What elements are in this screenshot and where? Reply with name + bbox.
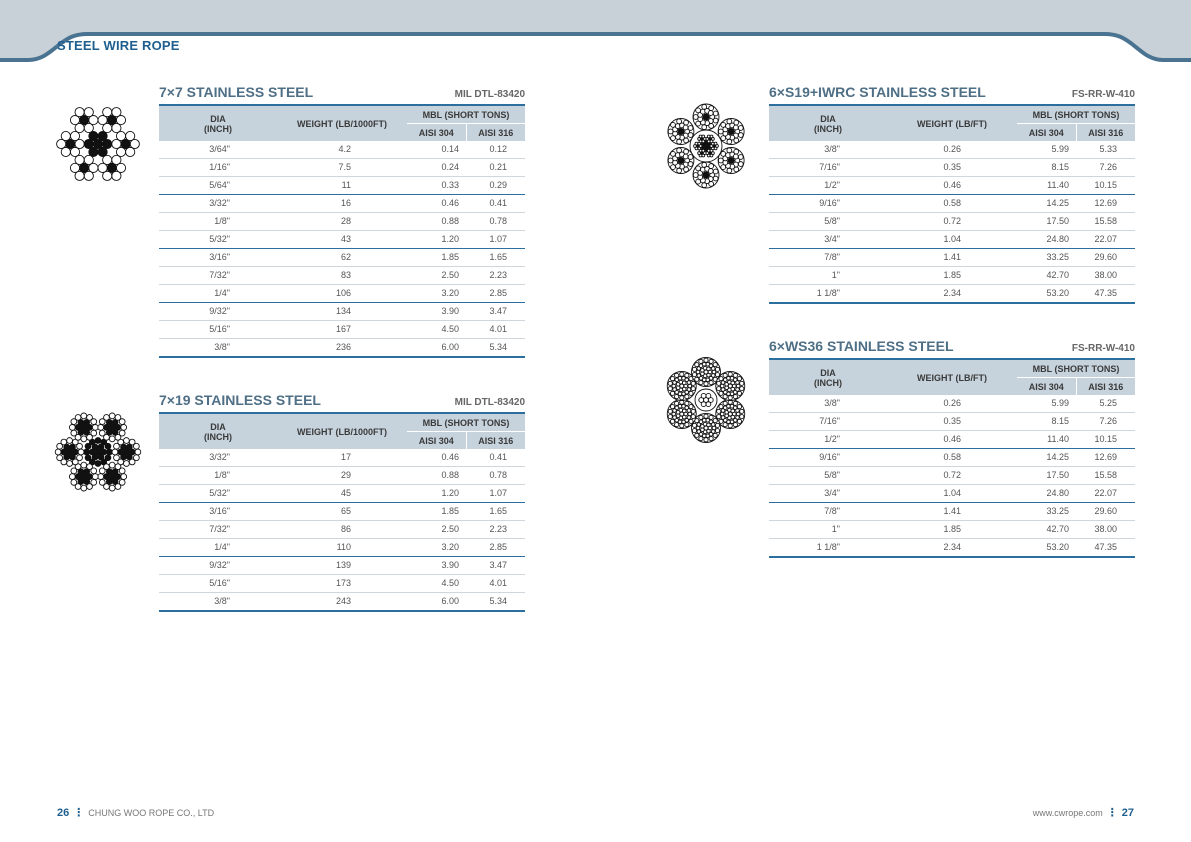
cell-weight: 110 — [277, 539, 407, 557]
cell-aisi304: 3.20 — [407, 539, 466, 557]
table-row — [159, 321, 525, 339]
cell-aisi316: 2.23 — [466, 267, 525, 285]
cell-aisi304: 42.70 — [1017, 521, 1076, 539]
cell-dia: 1/4" — [159, 539, 277, 557]
col-aisi316-header: AISI 316 — [466, 432, 525, 450]
cell-aisi304: 1.85 — [407, 249, 466, 267]
cell-aisi304: 0.24 — [407, 159, 466, 177]
cell-dia: 1 1/8" — [769, 539, 887, 558]
cell-aisi316: 0.12 — [466, 141, 525, 159]
cell-aisi316: 5.34 — [466, 593, 525, 612]
cell-aisi316: 10.15 — [1076, 177, 1135, 195]
cell-weight: 0.26 — [887, 141, 1017, 159]
cell-aisi304: 2.50 — [407, 267, 466, 285]
cell-dia: 9/32" — [159, 303, 277, 321]
col-weight-header: WEIGHT (LB/1000FT) — [277, 105, 407, 141]
cell-dia: 3/4" — [769, 485, 887, 503]
cell-aisi316: 5.34 — [466, 339, 525, 358]
cell-aisi304: 6.00 — [407, 593, 466, 612]
table-row — [769, 395, 1135, 413]
col-weight-header: WEIGHT (LB/1000FT) — [277, 413, 407, 449]
table-row — [769, 503, 1135, 521]
cell-aisi316: 0.41 — [466, 449, 525, 467]
table-row — [769, 539, 1135, 558]
cell-aisi304: 1.20 — [407, 485, 466, 503]
table-row — [769, 159, 1135, 177]
cell-aisi316: 7.26 — [1076, 413, 1135, 431]
cell-dia: 1/16" — [159, 159, 277, 177]
table-row — [159, 557, 525, 575]
cell-dia: 3/4" — [769, 231, 887, 249]
cell-aisi304: 0.33 — [407, 177, 466, 195]
cell-aisi304: 17.50 — [1017, 467, 1076, 485]
table-row — [159, 339, 525, 358]
table-row — [159, 503, 525, 521]
cell-dia: 9/16" — [769, 195, 887, 213]
cell-dia: 3/16" — [159, 249, 277, 267]
cell-aisi304: 4.50 — [407, 575, 466, 593]
cell-aisi304: 11.40 — [1017, 177, 1076, 195]
section-6xws36 — [769, 338, 1135, 558]
cell-weight: 62 — [277, 249, 407, 267]
cell-weight: 86 — [277, 521, 407, 539]
cell-aisi304: 5.99 — [1017, 395, 1076, 413]
cell-weight: 0.46 — [887, 431, 1017, 449]
cell-weight: 29 — [277, 467, 407, 485]
cell-dia: 1/2" — [769, 431, 887, 449]
section-spec: FS-RR-W-410 — [1071, 89, 1135, 100]
table-row — [159, 575, 525, 593]
col-dia-header: DIA (INCH) — [769, 359, 887, 395]
cell-dia: 3/32" — [159, 195, 277, 213]
table-row — [769, 231, 1135, 249]
cell-aisi316: 22.07 — [1076, 485, 1135, 503]
footer-separator: ⋮ — [73, 807, 85, 819]
cell-aisi304: 3.20 — [407, 285, 466, 303]
cell-weight: 65 — [277, 503, 407, 521]
spec-table — [769, 104, 1135, 304]
table-row — [769, 449, 1135, 467]
cell-aisi304: 0.88 — [407, 213, 466, 231]
cell-dia: 1/8" — [159, 467, 277, 485]
section-7x7 — [159, 84, 525, 358]
cell-aisi316: 0.78 — [466, 213, 525, 231]
header-banner — [0, 0, 1191, 70]
cell-weight: 2.34 — [887, 539, 1017, 558]
cell-aisi316: 1.07 — [466, 231, 525, 249]
cell-dia: 1/8" — [159, 213, 277, 231]
cell-weight: 167 — [277, 321, 407, 339]
cell-aisi304: 33.25 — [1017, 503, 1076, 521]
cell-aisi304: 11.40 — [1017, 431, 1076, 449]
col-dia-header: DIA (INCH) — [159, 413, 277, 449]
cell-aisi304: 17.50 — [1017, 213, 1076, 231]
cell-weight: 0.26 — [887, 395, 1017, 413]
cell-weight: 1.04 — [887, 485, 1017, 503]
col-aisi304-header: AISI 304 — [1017, 378, 1076, 396]
cell-aisi304: 3.90 — [407, 557, 466, 575]
page-number-right: 27 — [1121, 807, 1134, 819]
cell-aisi316: 10.15 — [1076, 431, 1135, 449]
company-name: CHUNG WOO ROPE CO., LTD — [88, 808, 215, 818]
rope-7x19-cross-section-icon — [54, 408, 142, 496]
cell-dia: 9/16" — [769, 449, 887, 467]
cell-aisi316: 29.60 — [1076, 503, 1135, 521]
cell-dia: 3/8" — [769, 141, 887, 159]
cell-aisi304: 5.99 — [1017, 141, 1076, 159]
cell-weight: 17 — [277, 449, 407, 467]
cell-aisi316: 4.01 — [466, 321, 525, 339]
cell-weight: 1.85 — [887, 521, 1017, 539]
section-spec: FS-RR-W-410 — [1071, 343, 1135, 354]
table-row — [159, 449, 525, 467]
cell-weight: 16 — [277, 195, 407, 213]
cell-weight: 83 — [277, 267, 407, 285]
cell-aisi304: 8.15 — [1017, 413, 1076, 431]
table-row — [159, 195, 525, 213]
table-row — [159, 285, 525, 303]
footer-left — [57, 806, 214, 819]
cell-aisi304: 1.20 — [407, 231, 466, 249]
table-row — [769, 141, 1135, 159]
col-aisi316-header: AISI 316 — [466, 124, 525, 142]
cell-weight: 139 — [277, 557, 407, 575]
page-title: STEEL WIRE ROPE — [57, 38, 180, 53]
cell-dia: 1/2" — [769, 177, 887, 195]
cell-dia: 1 1/8" — [769, 285, 887, 304]
cell-aisi304: 14.25 — [1017, 195, 1076, 213]
cell-aisi316: 0.21 — [466, 159, 525, 177]
cell-weight: 28 — [277, 213, 407, 231]
cell-aisi316: 3.47 — [466, 303, 525, 321]
cell-aisi304: 42.70 — [1017, 267, 1076, 285]
cell-weight: 0.58 — [887, 195, 1017, 213]
section-title: 6×S19+IWRC STAINLESS STEEL — [769, 84, 986, 100]
section-title: 6×WS36 STAINLESS STEEL — [769, 338, 954, 354]
cell-aisi304: 53.20 — [1017, 285, 1076, 304]
col-dia-header: DIA (INCH) — [769, 105, 887, 141]
rope-6xws36-cross-section-icon — [662, 356, 750, 444]
cell-dia: 5/16" — [159, 575, 277, 593]
cell-aisi304: 0.88 — [407, 467, 466, 485]
cell-dia: 3/8" — [159, 593, 277, 612]
cell-aisi316: 3.47 — [466, 557, 525, 575]
table-row — [159, 539, 525, 557]
col-mbl-header: MBL (SHORT TONS) — [407, 413, 525, 432]
cell-dia: 1" — [769, 521, 887, 539]
cell-dia: 5/8" — [769, 213, 887, 231]
cell-weight: 43 — [277, 231, 407, 249]
cell-aisi316: 2.85 — [466, 539, 525, 557]
cell-dia: 5/64" — [159, 177, 277, 195]
page-number-left: 26 — [57, 807, 70, 819]
cell-aisi304: 6.00 — [407, 339, 466, 358]
col-weight-header: WEIGHT (LB/FT) — [887, 105, 1017, 141]
cell-weight: 0.35 — [887, 413, 1017, 431]
table-row — [159, 467, 525, 485]
cell-weight: 0.72 — [887, 213, 1017, 231]
section-title: 7×7 STAINLESS STEEL — [159, 84, 314, 100]
spec-table — [769, 358, 1135, 558]
cell-weight: 0.72 — [887, 467, 1017, 485]
col-aisi316-header: AISI 316 — [1076, 378, 1135, 396]
spec-table — [159, 412, 525, 612]
cell-dia: 5/32" — [159, 485, 277, 503]
table-row — [159, 213, 525, 231]
cell-dia: 3/32" — [159, 449, 277, 467]
cell-dia: 1" — [769, 267, 887, 285]
cell-dia: 3/8" — [769, 395, 887, 413]
cell-aisi316: 1.07 — [466, 485, 525, 503]
cell-weight: 243 — [277, 593, 407, 612]
cell-aisi304: 24.80 — [1017, 485, 1076, 503]
cell-aisi316: 4.01 — [466, 575, 525, 593]
cell-weight: 134 — [277, 303, 407, 321]
cell-weight: 1.85 — [887, 267, 1017, 285]
table-row — [769, 249, 1135, 267]
table-row — [769, 431, 1135, 449]
cell-aisi304: 33.25 — [1017, 249, 1076, 267]
table-row — [769, 467, 1135, 485]
table-row — [769, 267, 1135, 285]
col-aisi316-header: AISI 316 — [1076, 124, 1135, 142]
rope-7x7-cross-section-icon — [54, 100, 142, 188]
cell-dia: 3/64" — [159, 141, 277, 159]
cell-aisi316: 38.00 — [1076, 521, 1135, 539]
cell-dia: 5/8" — [769, 467, 887, 485]
cell-weight: 1.04 — [887, 231, 1017, 249]
table-row — [159, 593, 525, 612]
cell-aisi316: 2.85 — [466, 285, 525, 303]
cell-aisi316: 29.60 — [1076, 249, 1135, 267]
footer-separator: ⋮ — [1106, 807, 1118, 819]
cell-weight: 106 — [277, 285, 407, 303]
cell-weight: 45 — [277, 485, 407, 503]
cell-dia: 9/32" — [159, 557, 277, 575]
cell-dia: 5/16" — [159, 321, 277, 339]
cell-aisi304: 24.80 — [1017, 231, 1076, 249]
cell-weight: 0.58 — [887, 449, 1017, 467]
cell-dia: 3/8" — [159, 339, 277, 358]
cell-aisi316: 0.29 — [466, 177, 525, 195]
cell-aisi304: 53.20 — [1017, 539, 1076, 558]
section-title: 7×19 STAINLESS STEEL — [159, 392, 321, 408]
cell-dia: 5/32" — [159, 231, 277, 249]
cell-weight: 11 — [277, 177, 407, 195]
cell-dia: 7/32" — [159, 521, 277, 539]
cell-dia: 7/16" — [769, 159, 887, 177]
cell-aisi304: 3.90 — [407, 303, 466, 321]
cell-aisi316: 7.26 — [1076, 159, 1135, 177]
cell-dia: 1/4" — [159, 285, 277, 303]
table-row — [769, 485, 1135, 503]
section-6xs19-iwrc — [769, 84, 1135, 304]
table-row — [159, 249, 525, 267]
cell-aisi316: 47.35 — [1076, 539, 1135, 558]
cell-aisi316: 5.33 — [1076, 141, 1135, 159]
cell-aisi316: 12.69 — [1076, 449, 1135, 467]
section-7x19 — [159, 392, 525, 612]
cell-dia: 3/16" — [159, 503, 277, 521]
col-mbl-header: MBL (SHORT TONS) — [1017, 359, 1135, 378]
cell-aisi316: 5.25 — [1076, 395, 1135, 413]
cell-aisi304: 1.85 — [407, 503, 466, 521]
cell-aisi316: 0.41 — [466, 195, 525, 213]
cell-aisi316: 0.78 — [466, 467, 525, 485]
col-dia-header: DIA (INCH) — [159, 105, 277, 141]
table-row — [159, 303, 525, 321]
cell-aisi316: 22.07 — [1076, 231, 1135, 249]
cell-dia: 7/8" — [769, 249, 887, 267]
cell-aisi316: 15.58 — [1076, 213, 1135, 231]
cell-aisi316: 12.69 — [1076, 195, 1135, 213]
cell-aisi316: 1.65 — [466, 249, 525, 267]
cell-dia: 7/8" — [769, 503, 887, 521]
cell-aisi304: 0.46 — [407, 449, 466, 467]
section-spec: MIL DTL-83420 — [454, 89, 525, 100]
cell-weight: 1.41 — [887, 503, 1017, 521]
col-weight-header: WEIGHT (LB/FT) — [887, 359, 1017, 395]
col-aisi304-header: AISI 304 — [407, 432, 466, 450]
cell-aisi304: 0.14 — [407, 141, 466, 159]
cell-aisi316: 1.65 — [466, 503, 525, 521]
cell-weight: 236 — [277, 339, 407, 358]
table-row — [159, 521, 525, 539]
table-row — [769, 213, 1135, 231]
cell-aisi304: 4.50 — [407, 321, 466, 339]
col-mbl-header: MBL (SHORT TONS) — [1017, 105, 1135, 124]
table-row — [159, 141, 525, 159]
table-row — [769, 285, 1135, 304]
cell-aisi316: 47.35 — [1076, 285, 1135, 304]
cell-dia: 7/16" — [769, 413, 887, 431]
cell-aisi304: 0.46 — [407, 195, 466, 213]
cell-weight: 7.5 — [277, 159, 407, 177]
cell-aisi304: 2.50 — [407, 521, 466, 539]
cell-aisi316: 2.23 — [466, 521, 525, 539]
spec-table — [159, 104, 525, 358]
cell-weight: 1.41 — [887, 249, 1017, 267]
cell-weight: 2.34 — [887, 285, 1017, 304]
col-aisi304-header: AISI 304 — [407, 124, 466, 142]
website-link[interactable]: www.cwrope.com — [1032, 808, 1103, 818]
footer-right — [1033, 806, 1134, 819]
col-mbl-header: MBL (SHORT TONS) — [407, 105, 525, 124]
cell-aisi304: 14.25 — [1017, 449, 1076, 467]
table-row — [159, 231, 525, 249]
rope-6xs19-iwrc-cross-section-icon — [662, 102, 750, 190]
cell-aisi316: 38.00 — [1076, 267, 1135, 285]
cell-weight: 0.46 — [887, 177, 1017, 195]
cell-weight: 4.2 — [277, 141, 407, 159]
table-row — [769, 177, 1135, 195]
cell-aisi304: 8.15 — [1017, 159, 1076, 177]
section-spec: MIL DTL-83420 — [454, 397, 525, 408]
cell-weight: 0.35 — [887, 159, 1017, 177]
table-row — [159, 159, 525, 177]
table-row — [769, 413, 1135, 431]
cell-aisi316: 15.58 — [1076, 467, 1135, 485]
table-row — [159, 267, 525, 285]
table-row — [769, 521, 1135, 539]
cell-dia: 7/32" — [159, 267, 277, 285]
col-aisi304-header: AISI 304 — [1017, 124, 1076, 142]
table-row — [159, 485, 525, 503]
table-row — [769, 195, 1135, 213]
table-row — [159, 177, 525, 195]
cell-weight: 173 — [277, 575, 407, 593]
